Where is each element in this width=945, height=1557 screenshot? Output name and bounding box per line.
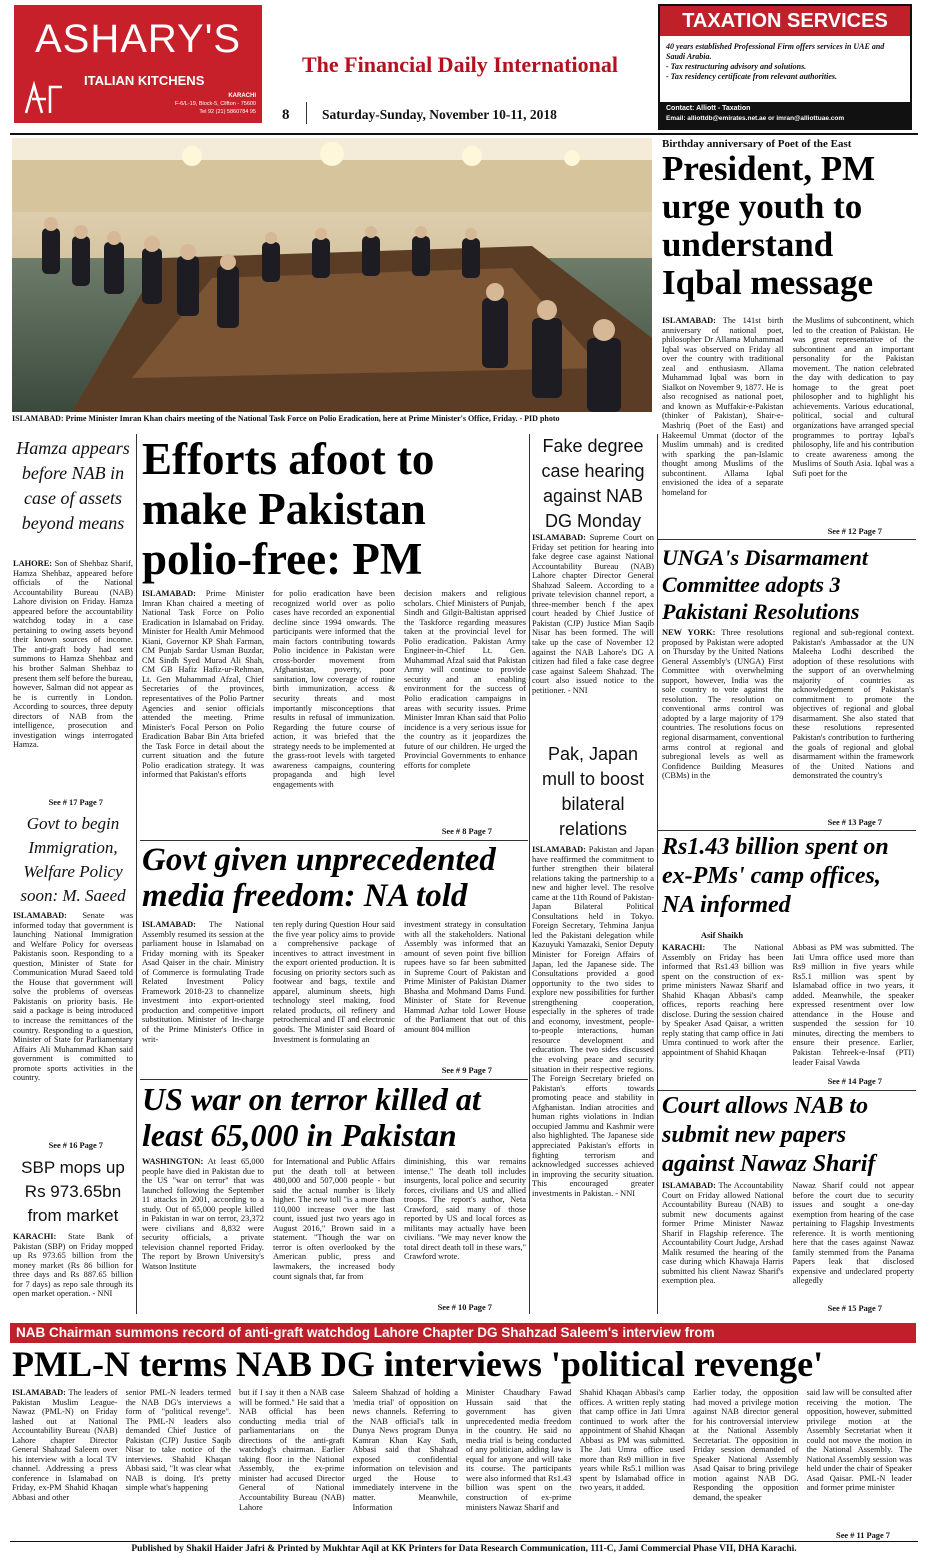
camp-office-col1: The National Assembly on Friday has been informed that Rs1.43 billion was spent on the construction of ex-prime ministers Nawaz Sharif and Shahid Khaqan Abbasi's camp offices, reports reaching here disclose. During the session chaired by Speaker Asad Qaisar, a written reply stating that camp office in Jati Umra continued to work after the appointment of Shahid Khaqan xyxy=(662,943,784,1058)
iqbal-col2: the Muslims of subcontinent, which led to the creation of Pakistan. He was great representative of the subcontinent and an important personality for the Pakistan movement. The nation celebrated the day with dedication to pay homage to the great poet philosopher and to highlight his achievements. Various educational, political, social and cultural organizations have arranged special programmes to portray Iqbal's philosophy, life and his contribution to create awareness among the Muslims of South Asia. Iqbal was a Sufi poet for the xyxy=(792,316,914,478)
polio-dateline: ISLAMABAD: xyxy=(142,589,196,598)
camp-office-body xyxy=(662,943,914,1077)
sbp-headline: SBP mops up Rs 973.65bn from market xyxy=(21,1158,125,1225)
camp-office-dateline: KARACHI: xyxy=(662,943,706,952)
immigration-headline: Govt to begin Immigration, Welfare Policy soon: M. Saeed xyxy=(20,814,126,905)
iqbal-kicker: Birthday anniversary of Poet of the East xyxy=(662,138,852,150)
polio-body xyxy=(142,589,526,829)
media-col1: The National Assembly resumed its session at the parliament house in Islamabad on Friday morning with its Speaker Asad Qaiser in the chair. Ministry of Commerce is formulating Trade Related Investment Policy Framework 2018-23 to channelize investment into export-oriented production and competitive import substitution. Minister of In-charge of the Prime Minister's Office in writ- xyxy=(142,920,264,1044)
unga-col1: Three resolutions proposed by Pakistan were adopted on Thursday by the United Nations General Assembly's (UNGA) First Committee with overwhelming support, however, India was the sole country to vote against the resolution. The resolution on conventional arms control was adopted by a large majority of 179 countries. The resolutions focus on regional disarmament, conventional arms control at regional and subregional levels as well as Confidence Building Measures (CBMs) in the xyxy=(662,628,784,781)
unga-body xyxy=(662,628,914,820)
taxation-line3: - Tax residency certificate from relevant authorities. xyxy=(666,72,838,81)
immigration-see: See # 16 Page 7 xyxy=(48,1141,103,1150)
media-see: See # 9 Page 7 xyxy=(441,1066,492,1075)
ashary-logo-mark xyxy=(22,79,66,115)
immigration-body xyxy=(13,911,133,1141)
polio-see: See # 8 Page 7 xyxy=(441,827,492,836)
japan-text: Pakistan and Japan have reaffirmed the commitment to further strengthen their bilateral relations taking the partnership to a new and higher level. The resolve came at the 11th Round of Pakistan-Japan Bilateral Political Consultations held in Tokyo. Foreign Secretary, Tehmina Janjua led the Pakistani delegation while Kazuyuki Yamazaki, Senior Deputy Minister for Foreign Affairs of Japan, led the Japanese side. The Consultations provided a good opportunity to the two sides to explore new possibilities for further strengthening cooperation, especially in the spheres of trade and economy, investment, people-to-people interactions, human resource development and education. The two sides discussed the evolving peace and security situation in their respective regions. The Foreign Secretary briefed on Pakistan's efforts towards promoting peace and stability in Afghanistan. Indian atrocities and human rights violations in Indian occupied Jammu and Kashmir were also highlighted. The Japanese side appreciated Pakistan's efforts in fighting terrorism and acknowledged successes achieved in improving the security situation. This encouraged greater investments in Pakistan. - NNI xyxy=(532,845,654,1198)
pmln-col7: Earlier today, the opposition had moved a privilege motion against NAB director general for his controversial interview at the National Assembly Secretariat. The opposition in Friday session demanded of Speaker National Assembly Asad Qaisar to bring privilege motion against NAB DG. Responding the opposition demand, the speaker xyxy=(693,1388,799,1503)
camp-office-byline: Asif Shaikh xyxy=(700,930,744,940)
hamza-headline: Hamza appears before NAB in case of assets beyond means xyxy=(16,438,130,533)
fake-degree-body xyxy=(532,533,654,735)
sbp-body xyxy=(13,1232,133,1312)
war-col3: diminishing, this war remains intense." The death toll includes insurgents, local police and security forces, civilians and US and allied troops. The report's author, Neta Crawford, said many of those reported by US and local forces as militants may actually have been civilians. "We may never know the total direct death toll in these wars," Crawford wrote. xyxy=(404,1157,526,1262)
pmln-dateline: ISLAMABAD: xyxy=(12,1388,66,1397)
iqbal-headline: President, PM urge youth to understand Iqbal message xyxy=(662,149,876,302)
court-nab-col1: The Accountability Court on Friday allowed National Accountability Bureau (NAB) to submit new documents against former Prime Minister Nawaz Sharif in Flagship reference. The Accountability Court Judge, Arshad Malik resumed the hearing of the case during which Khawaja Harris submitted his client Nawaz Sharif's exemption plea. xyxy=(662,1181,784,1286)
court-nab-body xyxy=(662,1181,914,1305)
court-nab-headline: Court allows NAB to submit new papers against Nawaz Sharif xyxy=(662,1093,876,1177)
camp-office-see: See # 14 Page 7 xyxy=(827,1077,882,1086)
taxation-contact-box xyxy=(660,102,910,128)
iqbal-see: See # 12 Page 7 xyxy=(827,527,882,536)
unga-dateline: NEW YORK: xyxy=(662,628,716,637)
pmln-col8: said law will be consulted after receiving the motion. The opposition, however, submitted privilege motion at the Assembly Secretariat when it could not move the motion in the National Assembly. The National Assembly session was held under the chair of Speaker Asad Qaisar. PML-N leader and former prime minister xyxy=(806,1388,912,1493)
war-dateline: WASHINGTON: xyxy=(142,1157,204,1166)
iqbal-body xyxy=(662,316,914,526)
japan-dateline: ISLAMABAD: xyxy=(532,845,586,854)
taxation-ad[interactable] xyxy=(658,4,912,130)
pmln-col5: Minister Chaudhary Fawad Hussain said that the government has given unprecedented media freedom in the country. He said no media trial is being conducted of any politician, adding law is equal for anyone and will take its course. The participants were also informed that Rs1.43 billion was spent on the construction of ex-prime ministers Nawaz Sharif and xyxy=(466,1388,572,1512)
hamza-text: Son of Shehbaz Sharif, Hamza Shehbaz, appeared before officials of the National Accountability Bureau (NAB) Lahore division on Friday. Hamza appeared before the accountability watchdog today in a case pertaining to owing assets beyond their known sources of income. The anti-graft body had sent summons to Hamza Shehbaz and his brother Salman Shehbaz to present them self before the bureau, however, Salman did not appear as he is currently in London. According to sources, three deputy directors of NAB from the intelligence, prosecution and investigation wings interrogated Hamza. xyxy=(13,559,133,750)
war-see: See # 10 Page 7 xyxy=(437,1303,492,1312)
taxation-line2: - Tax restructuring advisory and solutions. xyxy=(666,62,807,71)
media-headline: Govt given unprecedented media freedom: NA told xyxy=(142,842,496,914)
court-nab-col2: Nawaz Sharif could not appear before the court due to security issues and sought a one-day exemption from hearing of the case pertaining to Flagship Investments reference. It is worth mentioning here that the cases against Nawaz family stemmed from the Panama Papers leak that disclosed expensive and undeclared property allegedly xyxy=(792,1181,914,1286)
taxation-email: Email: alliottdb@emirates.net.ae or imran@alliottuae.com xyxy=(666,115,845,122)
immigration-text: Senate was informed today that government is launching National Immigration and Welfare Policy for overseas Pakistanis soon. Responding to a question, Minister of State for Communication Murad Saeed told the House that government will solve the problems of overseas Pakistanis on priority basis. He said a package is being introduced to increase the remittances of the country. Responding to a question, Minister of State for Parliamentary Affairs Ali Muhammad Khan said government is committed to promote sports activities in the country. xyxy=(13,911,133,1083)
war-col1: At least 65,000 people have died in Pakistan due to the US "war on terror" that was launched following the September 11 attacks in 2001, according to a study. Out of 65,000 people killed in Pakistan in war on terror, 23,372 were civilians and 8,832 were security officials, a private television channel reported Friday. The report by Brown University's Watson Institute xyxy=(142,1157,264,1272)
unga-col2: regional and sub-regional context. Pakistan's Ambassador at the UN Maleeha Lodhi described the adoption of these resolutions with the support of an overwhelming majority of countries as acknowledgement of Pakistan's commitment to promote the objectives of regional and global disarmament. She also stated that these resolutions represented Pakistan's contribution to furthering the goals of regional and global disarmament within the framework of the United Nations and demonstrated the country's xyxy=(792,628,914,781)
ashary-tagline: ITALIAN KITCHENS xyxy=(84,73,205,88)
japan-body xyxy=(532,845,654,1315)
masthead-date: Saturday-Sunday, November 10-11, 2018 xyxy=(322,107,557,122)
ashary-phone: Tel 92 (21) 5860784 95 xyxy=(199,109,256,115)
iqbal-dateline: ISLAMABAD: xyxy=(662,316,716,325)
taxation-line1: 40 years established Professional Firm offers services in UAE and Saudi Arabia. xyxy=(666,42,885,61)
war-body xyxy=(142,1157,526,1303)
sbp-dateline: KARACHI: xyxy=(13,1232,57,1241)
hamza-body xyxy=(13,559,133,795)
camp-office-headline: Rs1.43 billion spent on ex-PMs' camp offices, NA informed xyxy=(662,834,889,918)
pmln-col1: The leaders of Pakistan Muslim League-Nawaz (PML-N) on Friday lashed out at National Accountability Bureau (NAB) Lahore chapter Director General Shahzad Saleem over his interview with a local TV channel. Addressing a press conference in Islamabad on Friday, ex-PM Shahid Khaqan Abbasi and other xyxy=(12,1388,118,1503)
pmln-headline: PML-N terms NAB DG interviews 'political revenge' xyxy=(12,1344,824,1384)
court-nab-see: See # 15 Page 7 xyxy=(827,1304,882,1313)
hamza-see: See # 17 Page 7 xyxy=(48,798,103,807)
lead-photo xyxy=(12,138,652,412)
camp-office-col2: Abbasi as PM was submitted. The Jati Umra office used more than Rs9 million in five years while Rs5.1 million was spent by Islamabad office in two years, it added. Meanwhile, the speaker expressed resentment over low attendance in the House and suspended the session for 10 minutes, directing the members to ensure their presence. Earlier, Pakistan Tehreek-e-Insaf (PTI) leader Faisal Vawda xyxy=(792,943,914,1067)
iqbal-col1: The 141st birth anniversary of national poet, philosopher Dr Allama Muhammad Iqbal was observed on Friday all over the country with traditional zeal and enthusiasm. Allama Muhammad Iqbal was born in Sialkot on November 9, 1877. He is also recognised as national poet, and known as Muffakir-e-Pakistan (thinker of Pakistan), Shair-e-Mashriq (Poet of the East) and Hakeemul Ummat (doctor of the Muslim ummah) and is credited with sparking the pan-Islamic thought among Muslims of the subcontinent. Allama Iqbal envisioned the idea of a separate homeland for xyxy=(662,316,784,497)
unga-see: See # 13 Page 7 xyxy=(827,818,882,827)
media-body xyxy=(142,920,526,1066)
polio-headline: Efforts afoot to make Pakistan polio-free: PM xyxy=(142,434,435,584)
polio-col2: for polio eradication have been recognized world over as polio cases have recorded an exponential decline since 1994 onwards. The participants were informed that the main factors contributing towards Polio incidence in Pakistan were cross-border movement from Afghanistan, poverty, poor sanitation, low coverage of routine birth immunization, access & security threats and most importantly misconceptions that results in refusal of immunization. Regarding the future course of action, it was briefed that the strategy needs to be implemented at the grass-root levels with targeted awareness campaigns, countering propaganda and high level engagements with xyxy=(273,589,395,789)
footer-imprint: Published by Shakil Haider Jafri & Printed by Mukhtar Aqil at KK Printers for Data Research Communication, 111-C, Jami Commercial Phase VII, DHA Karachi. xyxy=(131,1544,797,1554)
pmln-see: See # 11 Page 7 xyxy=(836,1531,890,1540)
page-number: 8 xyxy=(282,107,290,123)
ashary-ad[interactable] xyxy=(14,5,262,123)
court-nab-dateline: ISLAMABAD: xyxy=(662,1181,716,1190)
polio-col1: Prime Minister Imran Khan chaired a meeting of National Task Force on Polio Eradication in Islamabad on Friday. Minister for Health Amir Mehmood Kiani, Governor KP Shah Farman, CM Punjab Sardar Usman Buzdar, CM Sindh Syed Murad Ali Shah, CM GB Hafiz Hafiz-ur-Rehman, Lt. Gen Muhammad Afzal, Chief Secretaries of the provinces, representatives of the Polio Partner Agencies and senior officials attended the meeting. Prime Minister's Focal Person on Polio Eradication Babar Bin Atta briefed the Task Force in detail about the current situation and the future Polio eradication strategy. It was informed that Pakistan's efforts xyxy=(142,589,264,780)
polio-col3: decision makers and religious scholars. Chief Ministers of Punjab, Sindh and Gilgit-Baltistan apprised the Taskforce regarding measures taken at the provincial level for Polio eradication. Pakistan Army Engineer-in-Chief Lt. Gen. Muhammad Afzal said that Pakistan Army will continue to provide security and an enabling environment for the success of Polio eradication campaigns in areas with security issues. Prime Minister Imran Khan said that Polio incidence is a very serious issue for the country as it jeopardizes the future of our children. He urged the Provincial Governments to enhance efforts for complete xyxy=(404,589,526,770)
photo-caption: ISLAMABAD: Prime Minister Imran Khan chairs meeting of the National Task Force on Polio Eradication, here at Prime Minister's Office, Friday. - PID photo xyxy=(12,414,560,423)
masthead-title: The Financial Daily International xyxy=(302,52,618,77)
media-col3: investment strategy in consultation with all the stakeholders. National Assembly was informed that an amount of seven point five billion rupees have so far been submitted in Supreme Court of Pakistan and Prime Minister of Pakistan Diamer Bhasha and Mohmand Dams Fund. Minister of State for Revenue Hammad Azhar told Lower House of the Parliament that out of this amount 804 million xyxy=(404,920,526,1035)
pmln-body xyxy=(12,1388,912,1530)
hamza-dateline: LAHORE: xyxy=(13,559,53,568)
ashary-name: ASHARY'S xyxy=(34,17,242,61)
immigration-dateline: ISLAMABAD: xyxy=(13,911,67,920)
sbp-text: State Bank of Pakistan (SBP) on Friday mopped up Rs 973.65 billion from the money market (Rs 86 billion for three days and Rs 887.65 billion for 7 days) as repo sale through its open market operation. - NNI xyxy=(13,1232,133,1299)
pmln-col6: Shahid Khaqan Abbasi's camp offices. A written reply stating that camp office in Jati Umra continued to work after the appointment of Shahid Khaqan Abbasi as PM was submitted. The Jati Umra office used more than Rs9 million in five years while Rs5.1 million was spent by Islamabad office in two years, it added. xyxy=(579,1388,685,1493)
media-col2: ten reply during Question Hour said the five year policy aims to provide a comprehensive package of incentives to attract investment in the export oriented production. It is focusing on priority sectors such as footwear and bags, textile and apparel, aluminum sheets, high technology steel making, food related products, oil refinery and petrochemical and IT and electronic goods. The Minister said Board of Investment is formulating an xyxy=(273,920,395,1044)
pmln-col4: Saleem Shahzad of holding a 'media trial' of opposition on news channels. Referring to the NAB official's talk in Dunya News program Dunya Kamran Khan Kay Sath, Abbasi said that Shahzad exposed confidential information on television and urged the House to immediately intervene in the matter. Meanwhile, Information xyxy=(352,1388,458,1512)
media-dateline: ISLAMABAD: xyxy=(142,920,196,929)
pmln-banner: NAB Chairman summons record of anti-graft watchdog Lahore Chapter DG Shahzad Saleem's interview from xyxy=(10,1323,916,1343)
fake-degree-text: Supreme Court on Friday set petition for hearing into fake degree case against National Accountability Bureau (NAB) Lahore chapter Director General Shahzad Saleem. According to a private television channel report, a three-member bench f the apex court headed by Chief Justice of Pakistan (CJP) Justice Mian Saqib Nisar has been formed. The will take up the case of November 12 against the NAB Lahore's DG A citizen had filed a fake case degree case against Saleem Shahzad. The court also issued notice to the petitioner. - NNI xyxy=(532,533,654,695)
fake-degree-headline: Fake degree case hearing against NAB DG Monday xyxy=(541,436,645,531)
war-headline: US war on terror killed at least 65,000 in Pakistan xyxy=(142,1081,481,1153)
pmln-col2: senior PML-N leaders termed the NAB DG's interviews a form of "political revenge". The PML-N leaders also demanded Chief Justice of Pakistan (CJP) Justice Saqib Nisar to take notice of the interviews. Shahid Khaqan Abbasi said, "It was clear what NAB is doing. It's pretty simple what's happening xyxy=(125,1388,231,1493)
war-col2: for International and Public Affairs put the death toll at between 480,000 and 507,000 people - but said the actual number is likely higher. The new toll "is a more than 110,000 increase over the last count, issued just two years ago in August 2016," Brown said in a statement. "Though the war on terror is often overlooked by the American public, press and lawmakers, the increased body count signals that, far from xyxy=(273,1157,395,1281)
taxation-title: TAXATION SERVICES xyxy=(660,6,910,36)
unga-headline: UNGA's Disarmament Committee adopts 3 Pakistani Resolutions xyxy=(662,545,868,624)
ashary-city: KARACHI xyxy=(228,93,256,99)
japan-headline: Pak, Japan mull to boost bilateral relations xyxy=(541,744,645,839)
ashary-address: F-6/L-19, Block-5, Clifton - 75600 xyxy=(174,101,256,107)
taxation-contact: Contact: Alliott - Taxation xyxy=(666,105,751,112)
fake-degree-dateline: ISLAMABAD: xyxy=(532,533,586,542)
pmln-col3: but if I say it then a NAB case will be formed." He said that a NAB official has been conducting media trial of parliamentarians on the directions of the anti-graft watchdog's chairman. Earlier taking floor in the National Assembly, the ex-prime minister had accused Director General of National Accountability Bureau (NAB) Lahore xyxy=(239,1388,345,1512)
